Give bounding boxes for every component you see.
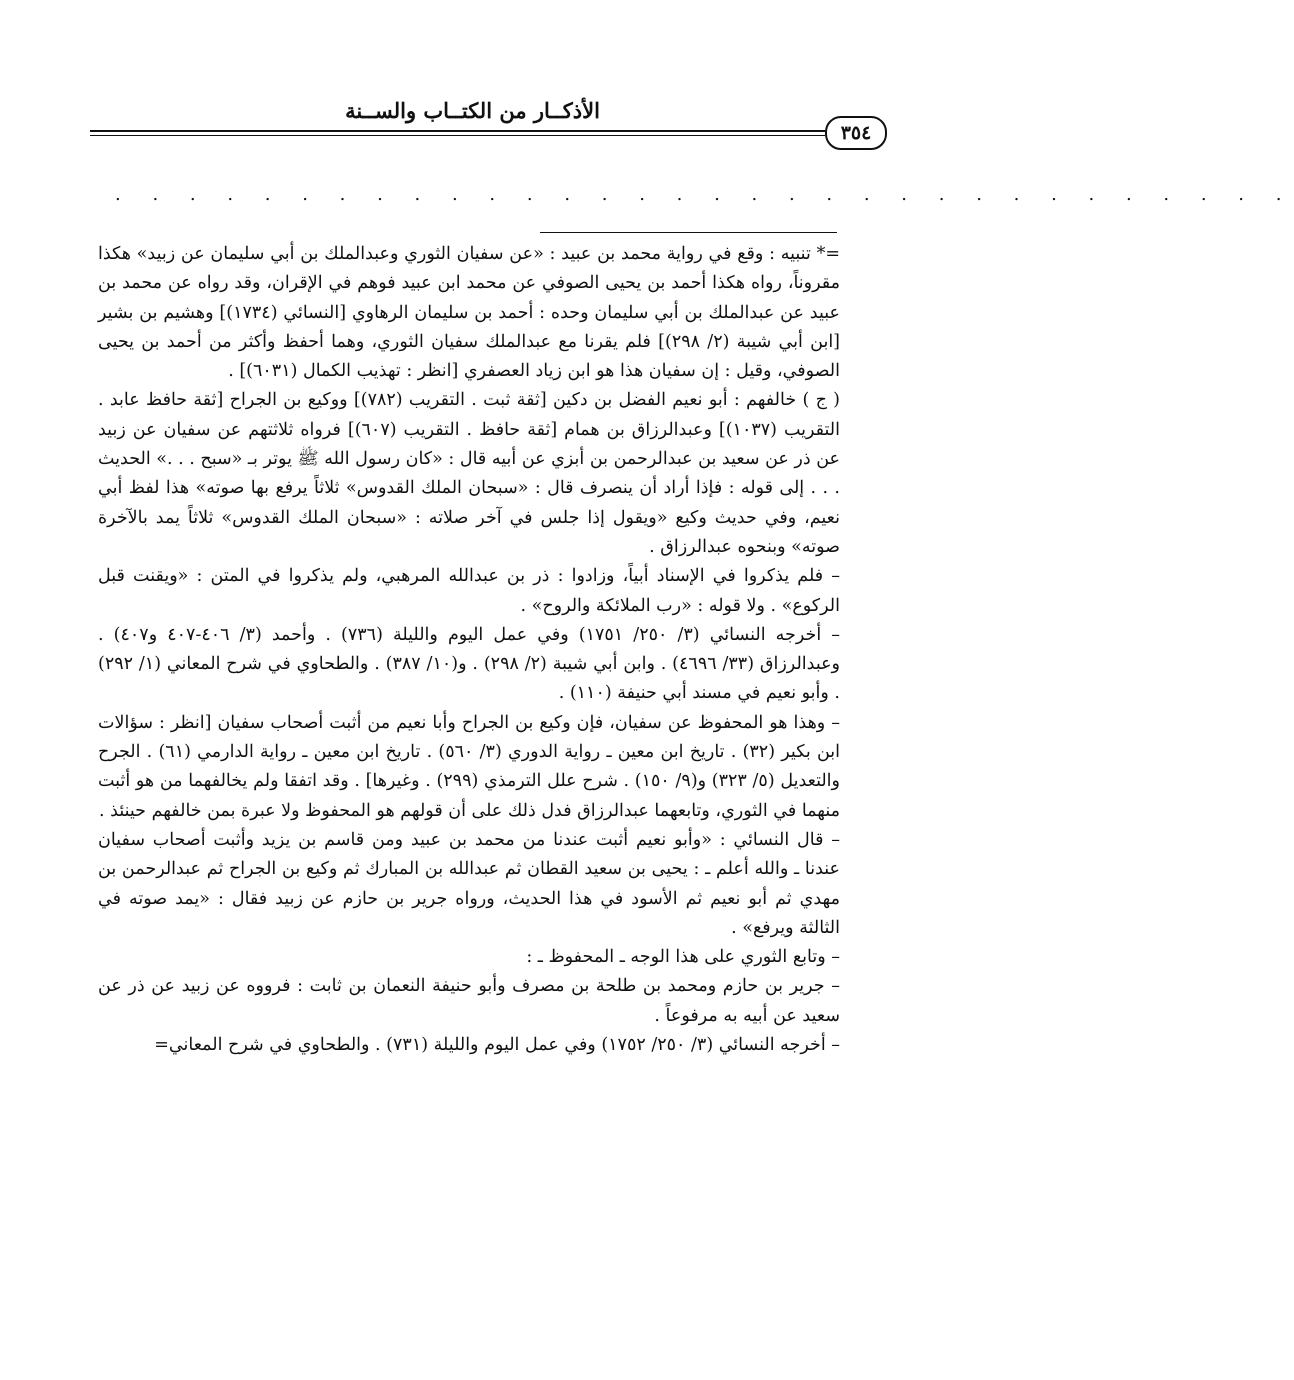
page-number: ٣٥٤	[825, 116, 887, 150]
separator-dots: . . . . . . . . . . . . . . . . . . . . . . . . . . . . . . . .	[115, 184, 1294, 205]
paragraph: – أخرجه النسائي (٣/ ٢٥٠/ ١٧٥١) وفي عمل اليوم والليلة (٧٣٦) . وأحمد (٣/ ٤٠٦-٤٠٧ و٤٠٧) . وعبدالرزاق (٣٣/ ٤٦٩٦) . وابن أبي شيبة (٢/ ٢٩٨) . و(١٠/ ٣٨٧) . والطحاوي في شرح المعاني (١/ ٢٩٢) . وأبو نعيم في مسند أبي حنيفة (١١٠) .	[98, 624, 841, 704]
paragraph: – وهذا هو المحفوظ عن سفيان، فإن وكيع بن الجراح وأبا نعيم من أثبت أصحاب سفيان [انظر : سؤالات ابن بكير (٣٢) . تاريخ ابن معين ـ رواية الدوري (٣/ ٥٦٠) . تاريخ ابن معين ـ رواية الدارمي (٦١) . الجرح والتعديل (٥/ ٣٢٣) و(٩/ ١٥٠) . شرح علل الترمذي (٢٩٩) . وغيرها] . وقد اتفقا ولم يخالفهما من هو أثبت منهما في الثوري، وتابعهما عبدالرزاق فدل ذلك على أن قولهم هو المحفوظ ولا عبرة بمن خالفهم حينئذ .	[98, 712, 841, 821]
paragraph: ( ج ) خالفهم : أبو نعيم الفضل بن دكين [ثقة ثبت . التقريب (٧٨٢)] ووكيع بن الجراح [ثقة حافظ عابد . التقريب (١٠٣٧)] وعبدالرزاق بن همام [ثقة حافظ . التقريب (٦٠٧)] فرواه ثلاثتهم عن سفيان عن زبيد عن ذر عن سعيد بن عبدالرحمن بن أبزي عن أبيه قال : «كان رسول الله ﷺ يوتر بـ «سبح . . .» الحديث . . . إلى قوله : فإذا أراد أن ينصرف قال : «سبحان الملك القدوس» ثلاثاً يرفع بها صوته» هذا لفظ أبي نعيم، وفي حديث وكيع «ويقول إذا جلس في آخر صلاته : «سبحان الملك القدوس» ثلاثاً يمد بالآخرة صوته» وبنحوه عبدالرزاق .	[98, 390, 841, 557]
paragraph: – أخرجه النسائي (٣/ ٢٥٠/ ١٧٥٢) وفي عمل اليوم والليلة (٧٣١) . والطحاوي في شرح المعاني=	[154, 1035, 840, 1056]
paragraph: =* تنبيه : وقع في رواية محمد بن عبيد : «عن سفيان الثوري وعبدالملك بن أبي سليمان عن زبيد» هكذا مقروناً، رواه هكذا أحمد بن يحيى الصوفي عن محمد ابن عبيد فوهم في الإقران، وقد رواه عن محمد بن عبيد عن عبدالملك بن أبي سليمان وحده : أحمد بن سليمان الرهاوي [النسائي (١٧٣٤)] وهشيم بن بشير [ابن أبي شيبة (٢/ ٢٩٨)] فلم يقرنا مع عبدالملك سفيان الثوري، وهما أحفظ وأكثر من أحمد بن يحيى الصوفي، وقيل : إن سفيان هذا هو ابن زياد العصفري [انظر : تهذيب الكمال (٦٠٣١)] .	[98, 244, 841, 382]
header-rule-thin	[90, 135, 825, 136]
paragraph: – وتابع الثوري على هذا الوجه ـ المحفوظ ـ :	[526, 947, 840, 968]
header-rule	[90, 130, 825, 132]
paragraph: – قال النسائي : «وأبو نعيم أثبت عندنا من محمد بن عبيد ومن قاسم بن يزيد وأثبت أصحاب سفيان عندنا ـ والله أعلم ـ : يحيى بن سعيد القطان ثم عبدالله بن المبارك ثم وكيع بن الجراح ثم عبدالرحمن بن مهدي ثم أبو نعيم ثم الأسود في هذا الحديث، ورواه جرير بن حازم عن زبيد فقال : «يمد صوته في الثالثة ويرفع» .	[98, 829, 840, 938]
footnote-rule	[540, 232, 837, 233]
paragraph: – جرير بن حازم ومحمد بن طلحة بن مصرف وأبو حنيفة النعمان بن ثابت : فرووه عن زبيد عن ذر عن سعيد عن أبيه به مرفوعاً .	[98, 976, 840, 1026]
book-title: الأذكــار من الكتــاب والســنة	[345, 98, 600, 123]
paragraph: – فلم يذكروا في الإسناد أبياً، وزادوا : ذر بن عبدالله المرهبي، ولم يذكروا في المتن : «ويقنت قبل الركوع» . ولا قوله : «رب الملائكة والروح» .	[98, 566, 840, 616]
footnote-body	[98, 240, 840, 1060]
